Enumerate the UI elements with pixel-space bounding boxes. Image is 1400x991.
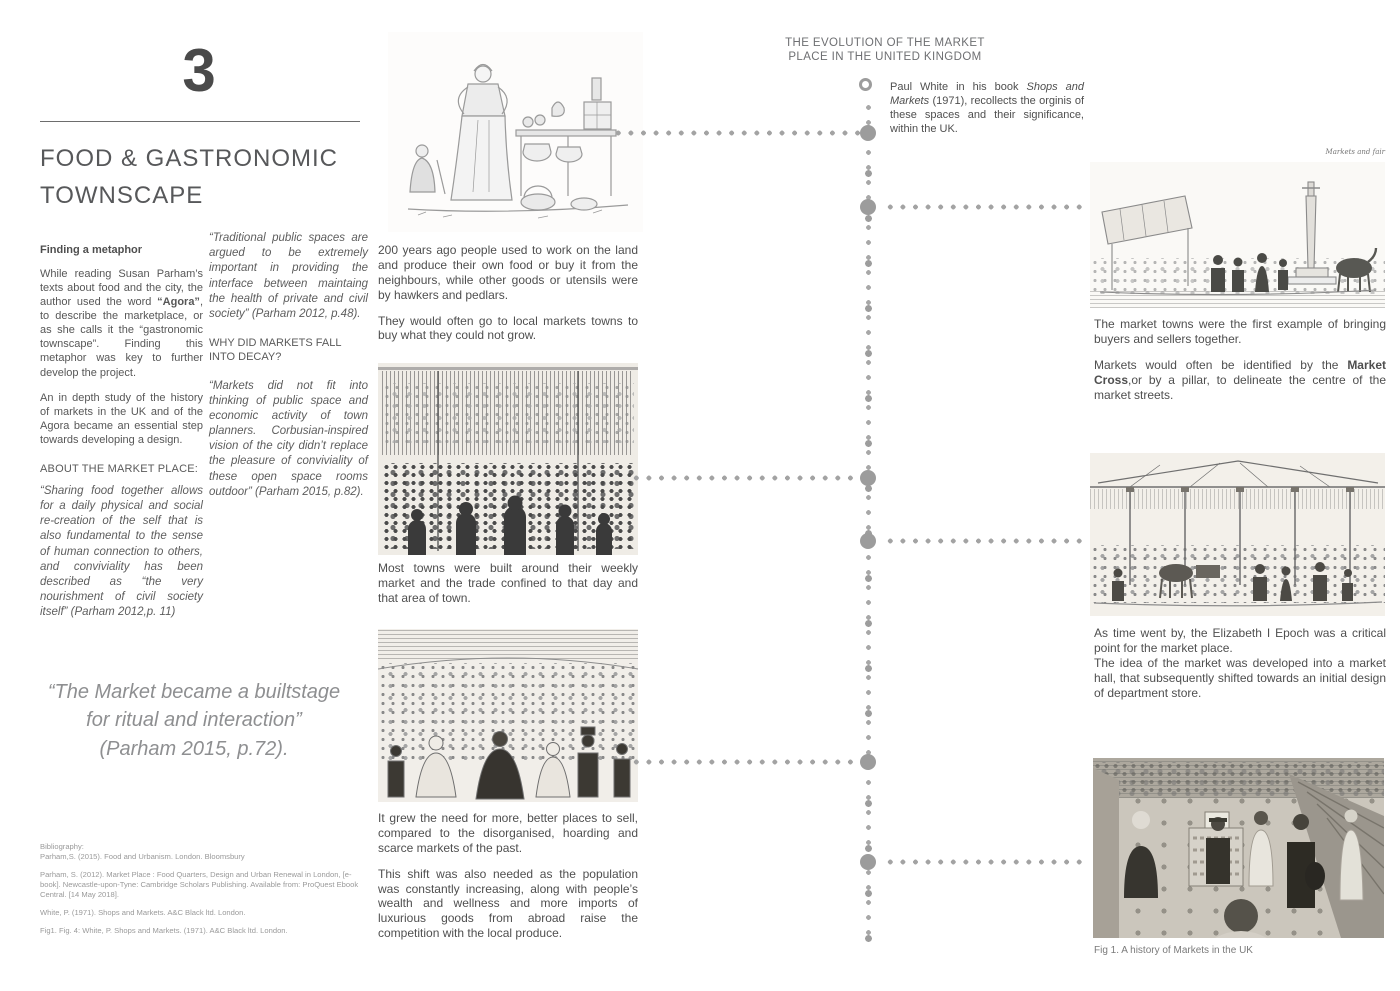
figure-market-hall-columns-engraving (1090, 453, 1385, 616)
figure-victorian-market-crowd-engraving (378, 629, 638, 802)
bibliography-label: Bibliography: (40, 842, 84, 851)
timeline-intro-a: Paul White in his book (890, 81, 1027, 93)
center-text-2 (378, 561, 638, 617)
metaphor-paragraph (40, 267, 203, 380)
center-text-2-para1: Most towns were built around their weekly market and the trade confined to that day and that area of town. (378, 561, 638, 605)
timeline-branch-right-3 (884, 859, 1086, 865)
timeline-vertical-dots (864, 100, 873, 945)
market-cross-drawing (1090, 162, 1385, 308)
center-text-3 (378, 811, 638, 952)
timeline-node-2 (860, 199, 876, 215)
bibliography (40, 842, 372, 944)
traditional-spaces-quote: “Traditional public spaces are argued to be extremely important in providing the interface between maintaing the health of private and civil society” (Parham 2012, p.48). (209, 232, 368, 320)
center-text-3-para1: It grew the need for more, better places to sell, compared to the disorganised, hoarding and scarce markets of the past. (378, 811, 638, 855)
sharing-food-quote: “Sharing food together allows for a daily physical and social re-creation of the self that is also fundamental to the sense of human connection to others, and conviviality has been described as “the very nourishment of civil society itself” (Parham 2012,p. 11) (40, 484, 203, 619)
decay-heading: WHY DID MARKETS FALL INTO DECAY? (209, 337, 342, 364)
finding-metaphor-heading: Finding a metaphor (40, 244, 143, 256)
right-text-2-para1: As time went by, the Elizabeth I Epoch was a critical point for the market place. (1094, 626, 1386, 655)
timeline-branch-right-2 (884, 538, 1086, 544)
page-title-line1: FOOD & GASTRONOMIC (40, 145, 339, 172)
bibliography-ref-4: Fig1. Fig. 4: White, P. Shops and Markets. (1971). A&C Black ltd. London. (40, 926, 288, 936)
timeline-heading (720, 36, 1050, 65)
bibliography-ref-3: White, P. (1971). Shops and Markets. A&C Black ltd. London. (40, 908, 246, 918)
study-paragraph: An in depth study of the history of markets in the UK and of the Agora became an essential step towards developing a design. (40, 391, 203, 446)
market-hall-silhouettes (378, 363, 638, 555)
timeline-branch-left-2 (630, 475, 860, 481)
figure-1-caption: Fig 1. A history of Markets in the UK (1094, 945, 1253, 956)
timeline-node-5 (860, 754, 876, 770)
pull-quote-line3: (Parham 2015, p.72). (99, 737, 289, 760)
pull-quote (18, 678, 370, 763)
right-text-1-para2-b: ,or by a pillar, to delineate the centre of the market streets. (1094, 372, 1386, 402)
page-number: 3 (182, 37, 218, 104)
figure-market-hall-interior-engraving (378, 363, 638, 555)
timeline-node-6 (860, 854, 876, 870)
timeline-intro (890, 80, 1084, 136)
market-cross-bold: Market Cross (1094, 357, 1386, 387)
figure-market-woman-engraving (388, 32, 643, 232)
left-column-1 (40, 244, 203, 631)
right-text-1-para2 (1094, 358, 1386, 403)
markets-and-fair-caption: Markets and fair (1325, 148, 1385, 156)
page-title-line2: TOWNSCAPE (40, 182, 204, 210)
timeline-intro-b: (1971), recollects the orginis of these spaces and their significance, within the UK. (890, 95, 1084, 136)
timeline-node-3 (860, 470, 876, 486)
markets-decay-quote: “Markets did not fit into thinking of public space and economic activity of town planners. Corbusian-inspired vision of the city didn’t replace the pleasure of conviviality of these open space rooms outdoor” (Parham 2015, p.82). (209, 379, 368, 498)
timeline-heading-line1: THE EVOLUTION OF THE MARKET (785, 37, 985, 49)
supermarket-scene (1093, 758, 1384, 938)
timeline-start-circle (859, 78, 872, 91)
right-text-1-para2-a: Markets would often be identified by the (1094, 357, 1348, 372)
pull-quote-line2: for ritual and interaction” (86, 709, 302, 732)
photo-supermarket-1970s (1093, 758, 1384, 938)
center-text-3-para2: This shift was also needed as the population was constantly increasing, along with people’s wealth and wellness and more imports of luxurious goods from abroad raise the competition with the local produce. (378, 866, 638, 941)
timeline-node-4 (860, 533, 876, 549)
metaphor-text-a: While reading Susan Parham’s texts about food and the city, the author used the word (40, 268, 203, 309)
crowd-silhouettes (378, 629, 638, 802)
left-column-2 (209, 231, 368, 511)
timeline-branch-left-3 (630, 759, 860, 765)
timeline-node-1 (860, 125, 876, 141)
timeline-intro-book-title: Shops and Markets (890, 81, 1085, 108)
right-text-1 (1094, 317, 1386, 413)
right-text-2 (1094, 626, 1386, 711)
center-text-1-para2: They would often go to local markets towns to buy what they could not grow. (378, 313, 638, 343)
timeline-heading-line2: PLACE IN THE UNITED KINGDOM (788, 51, 982, 64)
center-text-1 (378, 243, 638, 354)
right-text-2-para2: The idea of the market was developed into a market hall, that subsequently shifted towards an initial design of department store. (1094, 655, 1386, 700)
market-hall-columns-drawing (1090, 453, 1385, 616)
bibliography-ref-2: Parham, S. (2012). Market Place : Food Quarters, Design and Urban Renewal in London, [e-book]. Newcastle-upon-Tyne: Cambridge Scholars Publishing. Available from: ProQuest Ebook Central. [14 May 2018]. (40, 870, 359, 900)
center-text-1-para1: 200 years ago people used to work on the land and produce their own food or buy it from the neighbours, while other goods or utensils were by hawkers and pedlars. (378, 243, 638, 302)
figure-market-cross-engraving (1090, 162, 1385, 308)
market-woman-drawing (388, 32, 643, 232)
page-title (40, 140, 380, 214)
timeline-branch-right-1 (884, 204, 1086, 210)
agora-bold: “Agora” (157, 296, 200, 309)
metaphor-text-b: , to describe the marketplace, or as she calls it the “gastronomic townscape”. Finding this metaphor was key to further develop the project. (40, 296, 203, 379)
header-divider (40, 121, 360, 122)
about-marketplace-heading: ABOUT THE MARKET PLACE: (40, 462, 199, 475)
bibliography-ref-1: Parham,S. (2015). Food and Urbanism. London. Bloomsbury (40, 852, 245, 862)
timeline-branch-left-1 (612, 130, 860, 136)
right-text-1-para1: The market towns were the first example of bringing buyers and sellers together. (1094, 317, 1386, 346)
pull-quote-line1: “The Market became a builtstage (47, 681, 341, 703)
